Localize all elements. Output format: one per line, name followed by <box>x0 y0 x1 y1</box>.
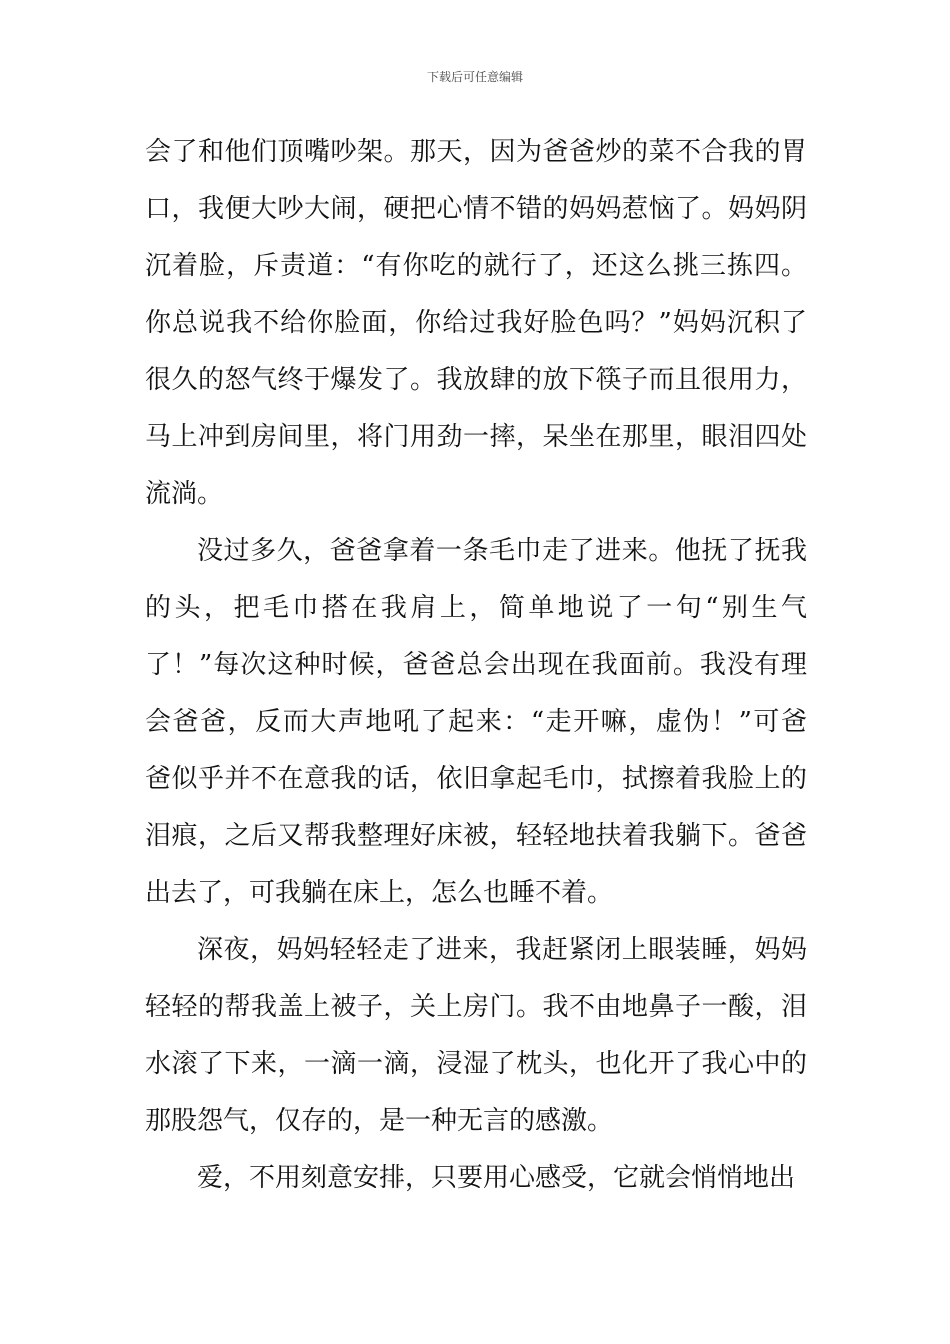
text-line: 马上冲到房间里，将门用劲一摔，呆坐在那里，眼泪四处 <box>145 422 807 452</box>
header-note: 下载后可任意编辑 <box>426 70 523 84</box>
text-line: 流淌。 <box>145 479 224 509</box>
paragraph <box>145 922 807 1150</box>
text-line: 很久的怒气终于爆发了。我放肆的放下筷子而且很用力， <box>145 365 807 395</box>
text-line: 爱，不用刻意安排，只要用心感受，它就会悄悄地出 <box>197 1163 796 1193</box>
text-line: 沉着脸，斥责道：“有你吃的就行了，还这么挑三拣四。 <box>145 251 807 281</box>
text-line: 了！”每次这种时候，爸爸总会出现在我面前。我没有理 <box>145 650 807 680</box>
paragraph <box>145 1150 807 1207</box>
text-line: 深夜，妈妈轻轻走了进来，我赶紧闭上眼装睡，妈妈 <box>197 935 807 965</box>
text-line: 你总说我不给你脸面，你给过我好脸色吗？”妈妈沉积了 <box>145 308 807 338</box>
text-line: 爸似乎并不在意我的话，依旧拿起毛巾，拭擦着我脸上的 <box>145 764 807 794</box>
text-line: 会了和他们顶嘴吵架。那天，因为爸爸炒的菜不合我的胃 <box>145 137 807 167</box>
paragraph <box>145 523 807 922</box>
text-line: 出去了，可我躺在床上，怎么也睡不着。 <box>145 878 614 908</box>
text-line: 轻轻的帮我盖上被子，关上房门。我不由地鼻子一酸，泪 <box>145 992 807 1022</box>
text-line: 没过多久，爸爸拿着一条毛巾走了进来。他抚了抚我 <box>197 536 807 566</box>
text-line: 的头，把毛巾搭在我肩上，简单地说了一句“别生气 <box>145 593 807 623</box>
body-text <box>145 124 807 1207</box>
text-line: 水滚了下来，一滴一滴，浸湿了枕头，也化开了我心中的 <box>145 1049 807 1079</box>
text-line: 泪痕，之后又帮我整理好床被，轻轻地扶着我躺下。爸爸 <box>145 821 807 851</box>
text-line: 会爸爸，反而大声地吼了起来：“走开嘛，虚伪！”可爸 <box>145 707 807 737</box>
paragraph <box>145 124 807 523</box>
text-line: 那股怨气，仅存的，是一种无言的感激。 <box>145 1106 614 1136</box>
text-line: 口，我便大吵大闹，硬把心情不错的妈妈惹恼了。妈妈阴 <box>145 194 807 224</box>
